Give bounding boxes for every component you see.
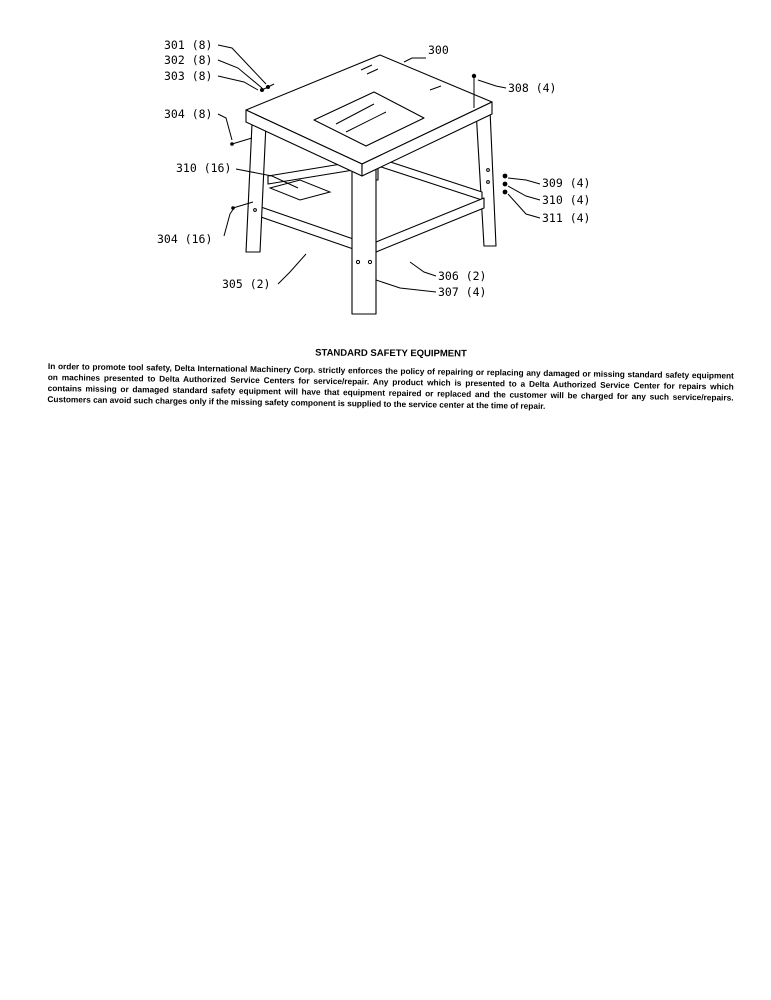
callout-311: 311 (4) <box>542 211 591 225</box>
safety-notice-body: In order to promote tool safety, Delta International Machinery Corp. strictly enforces the policy of repairing or replacing any damaged or missing standard safety equipment on machines presented to Delta Authorized Service Centers for service/repair. Any product which is presented to a Delta Authorized Service Center for repairs which contains missing or damaged standard safety equipment will have that equipment repaired or replaced and the customer will be charged for any such service/repairs. Customers can avoid such charges only if the missing safety component is supplied to the service center at the time of repair. <box>47 361 734 411</box>
callout-309: 309 (4) <box>542 176 591 190</box>
safety-notice-title: STANDARD SAFETY EQUIPMENT <box>315 347 467 360</box>
callout-310-side: 310 (4) <box>542 193 591 207</box>
callout-303: 303 (8) <box>164 69 213 83</box>
table-top-300 <box>246 55 492 176</box>
callout-306: 306 (2) <box>438 269 487 283</box>
safety-notice <box>47 347 734 411</box>
callout-307: 307 (4) <box>438 285 487 299</box>
callout-310-shelf: 310 (16) <box>176 161 232 175</box>
callout-304-top: 304 (8) <box>164 107 213 121</box>
callout-301: 301 (8) <box>164 38 213 52</box>
stand-parts-diagram <box>0 0 771 340</box>
callout-302: 302 (8) <box>164 53 213 67</box>
callout-300: 300 <box>428 43 449 57</box>
callout-304-lower: 304 (16) <box>157 232 213 246</box>
callout-308: 308 (4) <box>508 81 557 95</box>
callout-305: 305 (2) <box>222 277 271 291</box>
